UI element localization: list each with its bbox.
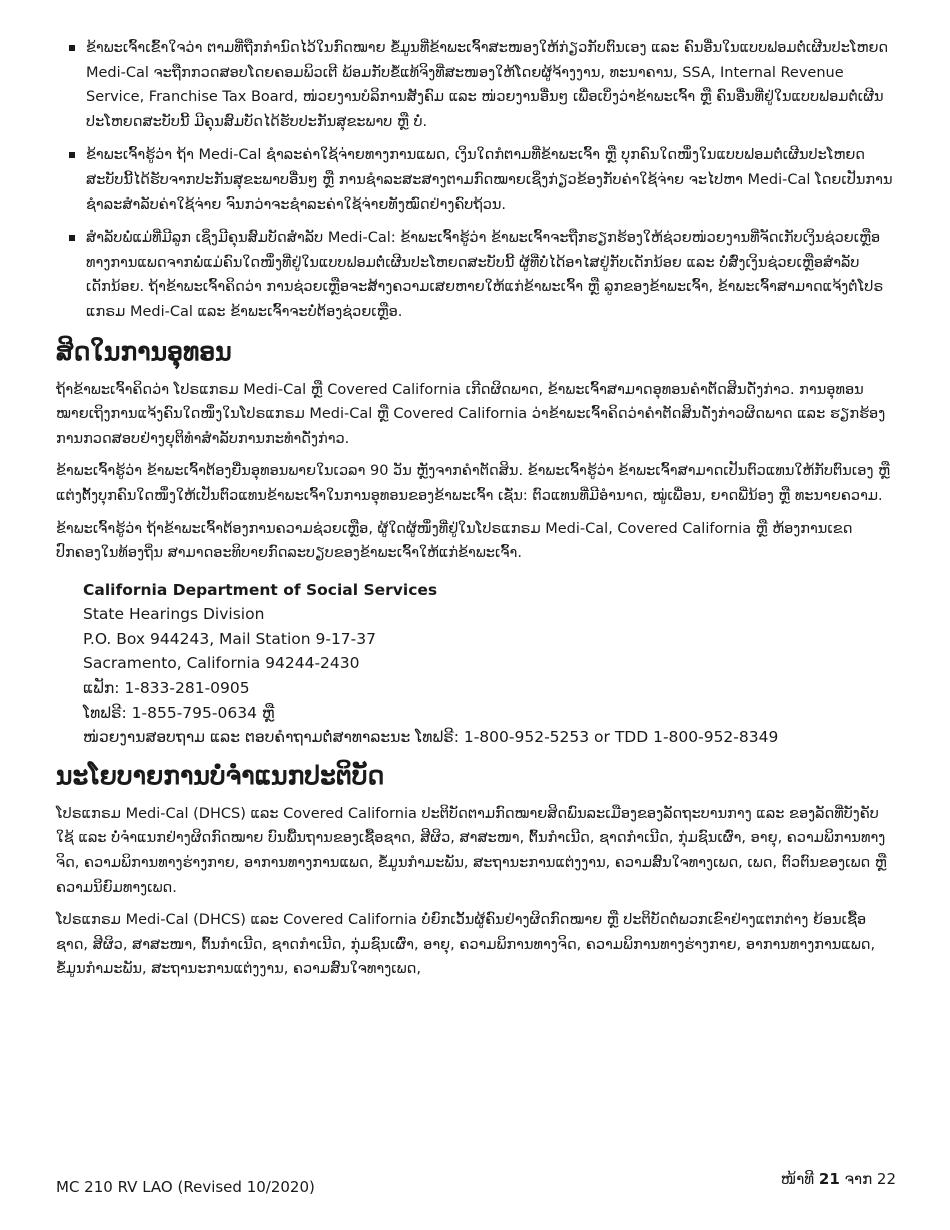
address-city: Sacramento, California 94244-2430 xyxy=(83,654,360,673)
address-phone: ໂທຟຣີ: 1-855-795-0634 ຫຼື xyxy=(83,703,275,722)
address-public-inquiry: ໜ່ວຍງານສອບຖາມ ແລະ ຕອບຄຳຖາມຕໍ່ສາທາລະນະ ໂທຟຣີ: 1-800-952-5253 or TDD 1-800-952-8349 xyxy=(83,728,779,747)
address-division: State Hearings Division xyxy=(83,605,265,624)
page-total: 22 xyxy=(876,1170,896,1188)
page-number xyxy=(781,1170,896,1188)
of-label: ຈາກ xyxy=(844,1170,873,1188)
list-item: ຂ້າພະເຈົ້າເຂົ້າໃຈວ່າ ຕາມທີ່ຖືກກຳນົດໄວ້ໃນກົດໝາຍ ຂໍ້ມູນທີ່ຂ້າພະເຈົ້າສະໜອງໃຫ້ກ່ຽວກັບຕົນເອງ ແລະ ຄົນອື່ນໃນແບບຟອມຕໍ່ເຜີນປະໂຫຍດ Medi-Cal ຈະຖືກກວດສອບໂດຍຄອມພິວເຕີ ພ້ອມກັບຂໍ້ແທ້ຈິງທີ່ສະໜອງໃຫ້ໂດຍຜູ້ຈ້າງງານ, ທະນາຄານ, SSA, Internal Revenue Service, Franchise Tax Board, ໜ່ວຍງານບໍລິການສັງຄົມ ແລະ ໜ່ວຍງານອື່ນໆ ເພື່ອເບິ່ງວ່າຂ້າພະເຈົ້າ ຫຼື ຄົນອື່ນທີ່ຢູ່ໃນແບບຟອມຕໍ່ເຜີນປະໂຫຍດສະບັບນີ້ ມີຄຸນສົມບັດໄດ້ຮັບປະກັນສຸຂະພາບ ຫຼື ບໍ່. xyxy=(56,36,896,134)
list-item: ຂ້າພະເຈົ້າຮູ້ວ່າ ຖ້າ Medi-Cal ຊຳລະຄ່າໃຊ້ຈ່າຍທາງການແພດ, ເງິນໃດກໍຕາມທີ່ຂ້າພະເຈົ້າ ຫຼື ບຸກຄົນໃດໜຶ່ງໃນແບບຟອມຕໍ່ເຜີນປະໂຫຍດສະບັບນີ້ໄດ້ຮັບຈາກປະກັນສຸຂະພາບອື່ນໆ ຫຼື ການຊຳລະສະສາງຕາມກົດໝາຍເຊິ່ງກ່ຽວຂ້ອງກັບຄ່າໃຊ້ຈ່າຍ ຈະໄປຫາ Medi-Cal ໂດຍເປັນການຊຳລະສຳລັບຄ່າໃຊ້ຈ່າຍ ຈົນກວ່າຈະຊຳລະຄ່າໃຊ້ຈ່າຍທັງໝົດຢ່າງຄົບຖ້ວນ. xyxy=(56,143,896,217)
nondiscrimination-paragraph: ໂປຣແກຣມ Medi-Cal (DHCS) ແລະ Covered California ບໍ່ຍົກເວັ້ນຜູ້ຄົນຢ່າງຜິດກົດໝາຍ ຫຼື ປະຕິບັດຕໍ່ພວກເຂົາຢ່າງແຕກຕ່າງ ຍ້ອນເຊື້ອຊາດ, ສີຜິວ, ສາສະໜາ, ຕົ້ນກຳເນີດ, ຊາດກຳເນີດ, ກຸ່ມຊົນເຜົ່າ, ອາຍຸ, ຄວາມພິການທາງຈິດ, ຄວາມພິການທາງຮ່າງກາຍ, ອາການທາງການແພດ, ຂໍ້ມູນກຳມະພັນ, ສະຖານະການແຕ່ງງານ, ຄວາມສົນໃຈທາງເພດ, xyxy=(56,912,876,978)
appeal-heading: ສິດໃນການອຸທອນ xyxy=(56,336,232,366)
address-fax: ແຟັກ: 1-833-281-0905 xyxy=(83,679,250,698)
form-id: MC 210 RV LAO (Revised 10/2020) xyxy=(56,1178,315,1196)
document-page xyxy=(56,36,896,990)
appeal-paragraph: ຖ້າຂ້າພະເຈົ້າຄິດວ່າ ໂປຣແກຣມ Medi-Cal ຫຼື Covered California ເກີດຜິດພາດ, ຂ້າພະເຈົ້າສາມາດອຸທອນຄຳຕັດສິນດັ່ງກ່າວ. ການອຸທອນໝາຍເຖິງການແຈ້ງຄົນໃດໜຶ່ງໃນໂປຣແກຣມ Medi-Cal ຫຼື Covered California ວ່າຂ້າພະເຈົ້າຄິດວ່າຄຳຕັດສິນດັ່ງກ່າວຜິດພາດ ແລະ ຮຽກຮ້ອງການກວດສອບຢ່າງຍຸຕິທຳສຳລັບການກະທຳດັ່ງກ່າວ. xyxy=(56,381,886,447)
page-current: 21 xyxy=(818,1170,840,1188)
appeal-paragraph: ຂ້າພະເຈົ້າຮູ້ວ່າ ຖ້າຂ້າພະເຈົ້າຕ້ອງການຄວາມຊ່ວຍເຫຼືອ, ຜູ້ໃດຜູ້ໜຶ່ງທີ່ຢູ່ໃນໂປຣແກຣມ Medi-Cal, Covered California ຫຼື ຫ້ອງການເຂດປົກຄອງໃນທ້ອງຖິ່ນ ສາມາດອະທິບາຍກົດລະບຽບຂອງຂ້າພະເຈົ້າໃຫ້ແກ່ຂ້າພະເຈົ້າ. xyxy=(56,520,853,562)
mailing-address xyxy=(83,578,896,750)
list-item: ສຳລັບພໍ່ແມ່ທີ່ມີລູກ ເຊິ່ງມີຄຸນສົມບັດສຳລັບ Medi-Cal: ຂ້າພະເຈົ້າຮູ້ວ່າ ຂ້າພະເຈົ້າຈະຖືກຮຽກຮ້ອງໃຫ້ຊ່ວຍໜ່ວຍງານທີ່ຈັດເກັບເງິນຊ່ວຍເຫຼືອທາງການແພດຈາກພໍ່ແມ່ຄົນໃດໜຶ່ງທີ່ຢູ່ໃນແບບຟອມຕໍ່ເຜີນປະໂຫຍດສະບັບນີ້ ຜູ້ທີ່ບໍ່ໄດ້ອາໄສຢູ່ກັບເດັກນ້ອຍ ແລະ ບໍ່ສົ່ງເງິນຊ່ວຍເຫຼືອສຳລັບເດັກນ້ອຍ. ຖ້າຂ້າພະເຈົ້າຄິດວ່າ ການຊ່ວຍເຫຼືອຈະສ້າງຄວາມເສຍຫາຍໃຫ້ແກ່ຂ້າພະເຈົ້າ ຫຼື ລູກຂອງຂ້າພະເຈົ້າ, ຂ້າພະເຈົ້າສາມາດແຈ້ງຕໍ່ໂປຣແກຣມ Medi-Cal ແລະ ຂ້າພະເຈົ້າຈະບໍ່ຕ້ອງຊ່ວຍເຫຼືອ. xyxy=(56,226,896,324)
nondiscrimination-heading: ນະໂຍບາຍການບໍ່ຈຳແນກປະຕິບັດ xyxy=(56,760,385,790)
appeal-paragraph: ຂ້າພະເຈົ້າຮູ້ວ່າ ຂ້າພະເຈົ້າຕ້ອງຍື່ນອຸທອນພາຍໃນເວລາ 90 ວັນ ຫຼັງຈາກຄຳຕັດສິນ. ຂ້າພະເຈົ້າຮູ້ວ່າ ຂ້າພະເຈົ້າສາມາດເປັນຕົວແທນໃຫ້ກັບຕົນເອງ ຫຼື ແຕ່ງຕັ້ງບຸກຄົນໃດໜຶ່ງໃຫ້ເປັນຕົວແທນຂ້າພະເຈົ້າໃນການອຸທອນຂອງຂ້າພະເຈົ້າ ເຊັ່ນ: ຕົວແທນທີ່ມີອຳນາດ, ໝູ່ເພື່ອນ, ຍາດພີ່ນ້ອງ ຫຼື ທະນາຍຄວາມ. xyxy=(56,463,890,504)
address-org: California Department of Social Services xyxy=(83,580,438,599)
address-po-box: P.O. Box 944243, Mail Station 9-17-37 xyxy=(83,629,376,648)
acknowledgement-list xyxy=(56,36,896,325)
page-label: ໜ້າທີ xyxy=(780,1170,815,1188)
nondiscrimination-paragraph: ໂປຣແກຣມ Medi-Cal (DHCS) ແລະ Covered California ປະຕິບັດຕາມກົດໝາຍສິດພົນລະເມືອງຂອງລັດຖະບານກາງ ແລະ ຂອງລັດທີ່ບັງຄັບໃຊ້ ແລະ ບໍ່ຈຳແນກຢ່າງຜິດກົດໝາຍ ບົນພື້ນຖານຂອງເຊື້ອຊາດ, ສີຜິວ, ສາສະໜາ, ຕົ້ນກຳເນີດ, ຊາດກຳເນີດ, ກຸ່ມຊົນເຜົ່າ, ອາຍຸ, ຄວາມພິການທາງຈິດ, ຄວາມພິການທາງຮ່າງກາຍ, ອາການທາງການແພດ, ຂໍ້ມູນກຳມະພັນ, ສະຖານະການແຕ່ງງານ, ຄວາມສົນໃຈທາງເພດ, ເພດ, ຕົວຕົນຂອງເພດ ຫຼື ຄວາມນິຍົມທາງເພດ. xyxy=(56,805,887,896)
